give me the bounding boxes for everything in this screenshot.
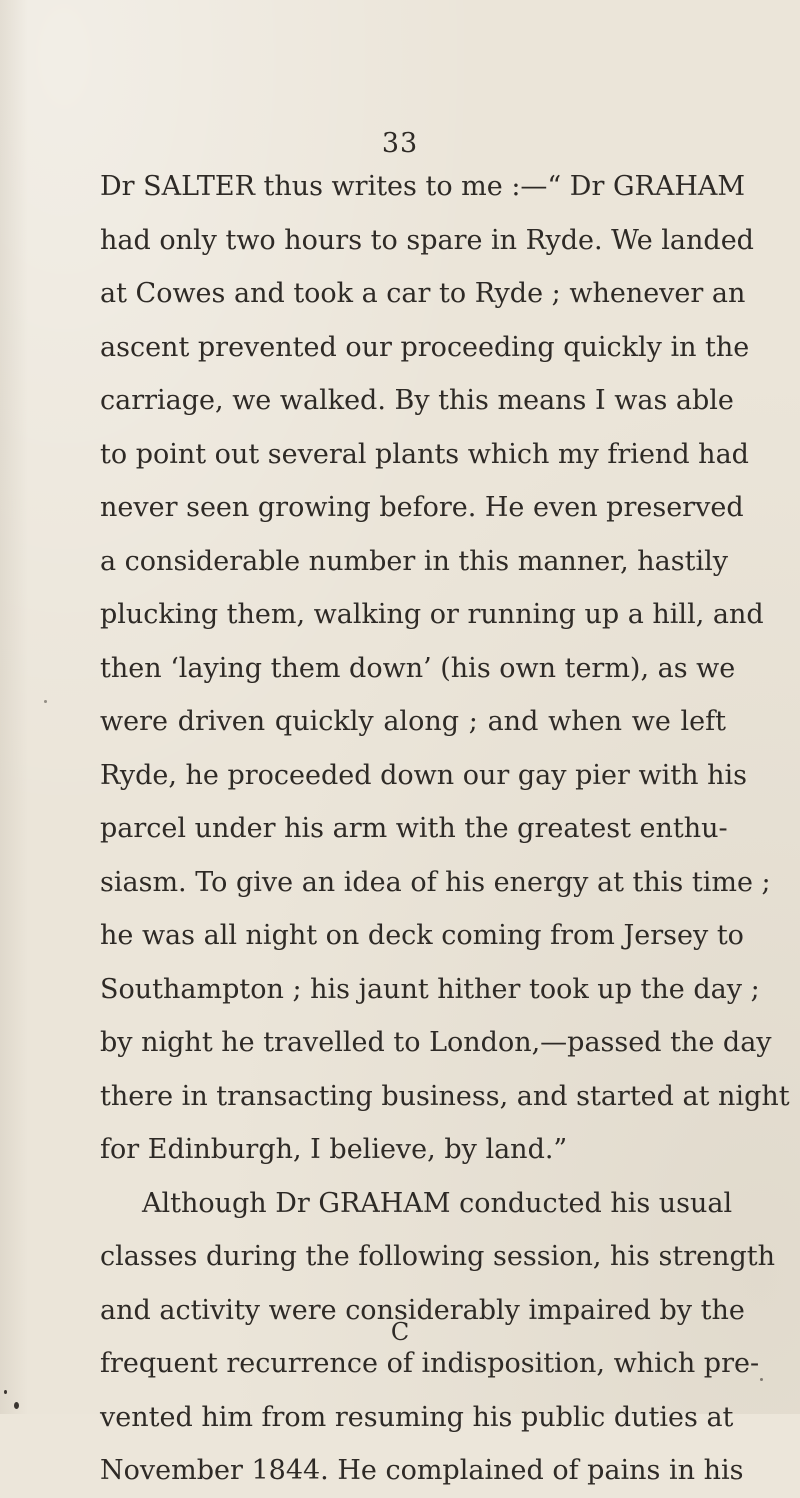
paper-fleck [4,1390,7,1394]
paper-fleck [14,1402,19,1409]
text-line: vented him from resuming his public duties at [100,1401,734,1433]
text-line: by night he travelled to London,—passed the day [100,1027,772,1058]
text-line: ascent prevented our proceeding quickly in the [100,331,750,363]
page-edge-shading [0,0,28,1414]
text-line: for Edinburgh, I believe, by land.” [100,1134,568,1165]
text-line: there in transacting business, and started at night [100,1080,790,1112]
text-line: Dr SALTER thus writes to me :—“ Dr GRAHAM [100,171,746,202]
text-line: he was all night on deck coming from Jersey to [100,920,744,951]
text-line: to point out several plants which my friend had [100,438,749,470]
text-line: had only two hours to spare in Ryde. We landed [100,224,754,256]
signature-mark: C [390,1318,410,1346]
text-line: then ‘laying them down’ (his own term), as we [100,652,736,684]
text-line: parcel under his arm with the greatest enthu- [100,813,728,844]
text-line: at Cowes and took a car to Ryde ; whenever an [100,278,746,309]
page-number: 33 [381,128,419,159]
text-line: Southampton ; his jaunt hither took up the day ; [100,973,760,1005]
text-line: siasm. To give an idea of his energy at this time ; [100,866,771,898]
text-line: frequent recurrence of indisposition, which pre- [100,1348,760,1379]
paper-fleck [760,1378,763,1381]
text-line: classes during the following session, his strength [100,1241,775,1272]
text-line: were driven quickly along ; and when we left [100,706,726,737]
body-text [100,160,790,1498]
text-line: Ryde, he proceeded down our gay pier with his [100,759,747,791]
text-line: November 1844. He complained of pains in his [100,1455,744,1486]
text-line: carriage, we walked. By this means I was able [100,385,734,416]
paragraph-start-line: Although Dr GRAHAM conducted his usual [142,1187,733,1219]
text-line: plucking them, walking or running up a hill, and [100,599,764,630]
text-line: a considerable number in this manner, hastily [100,545,729,577]
text-line: never seen growing before. He even preserved [100,492,744,523]
text-line: and activity were considerably impaired by the [100,1294,745,1326]
paper-fleck [44,700,47,703]
